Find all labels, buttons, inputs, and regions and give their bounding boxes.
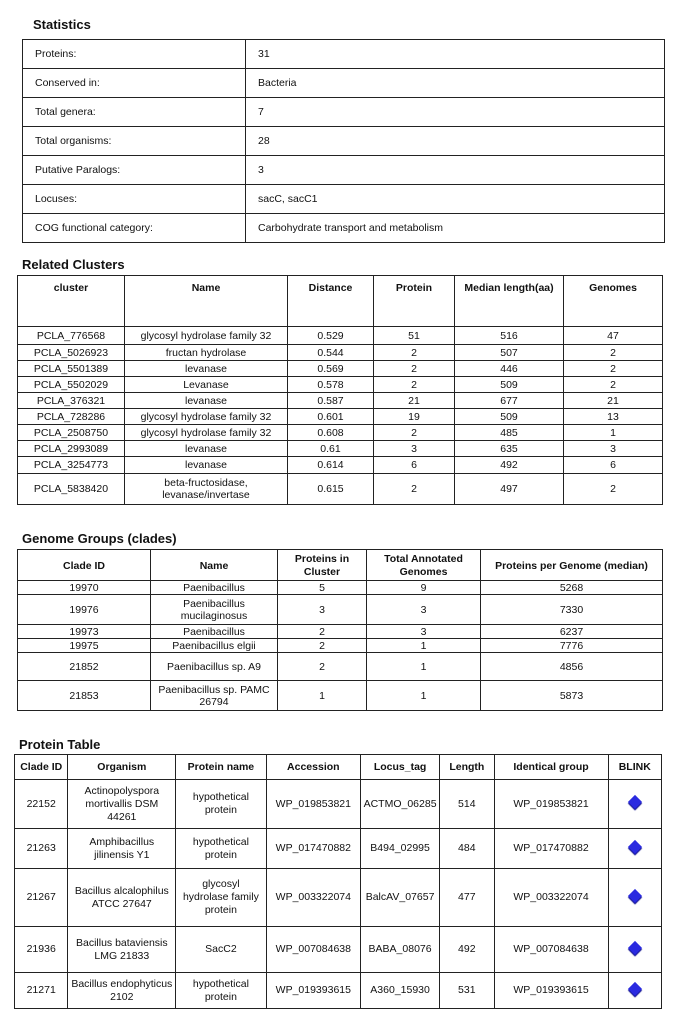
cluster-cell: levanase (125, 441, 288, 457)
cluster-cell: fructan hydrolase (125, 345, 288, 361)
column-header: Proteins per Genome (median) (481, 550, 663, 581)
column-header: Distance (288, 276, 374, 327)
cluster-cell: 2 (374, 425, 455, 441)
clade-cell: 2 (278, 653, 367, 681)
clade-cell: 2 (278, 625, 367, 639)
clade-cell: Paenibacillus (151, 581, 278, 595)
cluster-id-link[interactable]: PCLA_3254773 (18, 457, 125, 474)
protein-cell: B494_02995 (361, 829, 440, 869)
column-header: Identical group (494, 755, 608, 780)
protein-row (15, 869, 662, 927)
column-header: BLINK (608, 755, 661, 780)
stat-label: COG functional category: (23, 214, 246, 243)
stat-label: Total organisms: (23, 127, 246, 156)
cluster-cell: 3 (374, 441, 455, 457)
cluster-cell: 2 (564, 345, 663, 361)
protein-table (14, 754, 662, 1009)
cluster-row (18, 425, 663, 441)
cluster-cell: 0.544 (288, 345, 374, 361)
cluster-cell: 509 (455, 409, 564, 425)
cluster-cell: 2 (374, 377, 455, 393)
cluster-id-link[interactable]: PCLA_2993089 (18, 441, 125, 457)
blink-cell[interactable] (608, 829, 661, 869)
cluster-cell: glycosyl hydrolase family 32 (125, 409, 288, 425)
protein-cell: glycosyl hydrolase family protein (176, 869, 266, 927)
clade-cell: 5 (278, 581, 367, 595)
stat-row (23, 127, 665, 156)
cluster-cell: Levanase (125, 377, 288, 393)
cluster-id-link[interactable]: PCLA_5501389 (18, 361, 125, 377)
protein-row (15, 973, 662, 1009)
cluster-row (18, 409, 663, 425)
blue-diamond-icon[interactable] (628, 940, 642, 954)
cluster-cell: 0.608 (288, 425, 374, 441)
protein-link-cell[interactable]: WP_019393615 (494, 973, 608, 1009)
stat-row (23, 40, 665, 69)
cluster-cell: levanase (125, 457, 288, 474)
cluster-cell: 0.61 (288, 441, 374, 457)
column-header: Total Annotated Genomes (367, 550, 481, 581)
cluster-cell: 0.615 (288, 474, 374, 505)
clade-row (18, 581, 663, 595)
clade-cell: Paenibacillus (151, 625, 278, 639)
stat-row (23, 69, 665, 98)
cluster-id-link[interactable]: PCLA_5502029 (18, 377, 125, 393)
blue-diamond-icon[interactable] (628, 795, 642, 809)
cluster-cell: 47 (564, 327, 663, 345)
clade-row (18, 595, 663, 625)
cluster-id-link[interactable]: PCLA_376321 (18, 393, 125, 409)
protein-link-cell[interactable]: WP_003322074 (494, 869, 608, 927)
stat-row (23, 214, 665, 243)
cluster-row (18, 441, 663, 457)
cluster-cell: 0.569 (288, 361, 374, 377)
clade-row (18, 653, 663, 681)
protein-cell: hypothetical protein (176, 973, 266, 1009)
cluster-id-link[interactable]: PCLA_5838420 (18, 474, 125, 505)
cluster-cell: 2 (564, 377, 663, 393)
cluster-row (18, 474, 663, 505)
cluster-cell: 6 (374, 457, 455, 474)
clade-cell: 7330 (481, 595, 663, 625)
stat-label: Proteins: (23, 40, 246, 69)
column-header: Clade ID (18, 550, 151, 581)
protein-cell: 531 (440, 973, 494, 1009)
clade-row (18, 681, 663, 711)
protein-cell: BABA_08076 (361, 927, 440, 973)
cluster-cell: 13 (564, 409, 663, 425)
protein-link-cell[interactable]: 21267 (15, 869, 68, 927)
column-header: cluster (18, 276, 125, 327)
clade-cell: 5268 (481, 581, 663, 595)
clade-cell: 1 (367, 653, 481, 681)
column-header: Protein (374, 276, 455, 327)
cluster-cell: 2 (564, 361, 663, 377)
protein-row (15, 780, 662, 829)
clade-cell: 6237 (481, 625, 663, 639)
cluster-cell: 6 (564, 457, 663, 474)
cluster-cell: 446 (455, 361, 564, 377)
stat-value: 31 (246, 40, 665, 69)
cluster-id-link[interactable]: PCLA_776568 (18, 327, 125, 345)
clade-cell: 3 (367, 595, 481, 625)
stat-label: Putative Paralogs: (23, 156, 246, 185)
protein-cell: Bacillus bataviensis LMG 21833 (68, 927, 176, 973)
cluster-row (18, 393, 663, 409)
clade-cell: Paenibacillus sp. PAMC 26794 (151, 681, 278, 711)
stat-row (23, 156, 665, 185)
protein-cell: Actinopolyspora mortivallis DSM 44261 (68, 780, 176, 829)
cluster-cell: levanase (125, 393, 288, 409)
column-header: Name (151, 550, 278, 581)
blink-cell[interactable] (608, 927, 661, 973)
protein-cell: 514 (440, 780, 494, 829)
blue-diamond-icon[interactable] (628, 981, 642, 995)
blue-diamond-icon[interactable] (628, 839, 642, 853)
cluster-cell: glycosyl hydrolase family 32 (125, 425, 288, 441)
protein-link-cell[interactable]: 21936 (15, 927, 68, 973)
clade-cell: 4856 (481, 653, 663, 681)
protein-cell: 484 (440, 829, 494, 869)
protein-cell: SacC2 (176, 927, 266, 973)
clade-row (18, 625, 663, 639)
cluster-cell: 2 (374, 474, 455, 505)
protein-cell: 492 (440, 927, 494, 973)
column-header: Name (125, 276, 288, 327)
cluster-cell: 21 (374, 393, 455, 409)
protein-link-cell[interactable]: WP_017470882 (494, 829, 608, 869)
stat-value: Carbohydrate transport and metabolism (246, 214, 665, 243)
column-header: Clade ID (15, 755, 68, 780)
genome-groups-title: Genome Groups (clades) (22, 531, 177, 546)
protein-link-cell[interactable]: WP_017470882 (266, 829, 360, 869)
protein-table-title: Protein Table (19, 737, 101, 752)
cluster-cell: 635 (455, 441, 564, 457)
cluster-cell: 2 (564, 474, 663, 505)
protein-link-cell[interactable]: WP_019393615 (266, 973, 360, 1009)
protein-link-cell[interactable]: 21271 (15, 973, 68, 1009)
cluster-cell: 19 (374, 409, 455, 425)
protein-cell: Bacillus alcalophilus ATCC 27647 (68, 869, 176, 927)
cluster-id-link[interactable]: PCLA_2508750 (18, 425, 125, 441)
blink-cell[interactable] (608, 780, 661, 829)
protein-cell: Bacillus endophyticus 2102 (68, 973, 176, 1009)
cluster-row (18, 457, 663, 474)
cluster-cell: 492 (455, 457, 564, 474)
protein-cell: Amphibacillus jilinensis Y1 (68, 829, 176, 869)
stat-label: Total genera: (23, 98, 246, 127)
clade-cell: Paenibacillus mucilaginosus (151, 595, 278, 625)
statistics-title: Statistics (33, 17, 91, 32)
cluster-row (18, 327, 663, 345)
clade-cell: Paenibacillus elgii (151, 639, 278, 653)
column-header: Genomes (564, 276, 663, 327)
clade-id-link[interactable]: 19976 (18, 595, 151, 625)
protein-link-cell[interactable]: 21263 (15, 829, 68, 869)
stat-value: Bacteria (246, 69, 665, 98)
stat-value: sacC, sacC1 (246, 185, 665, 214)
cluster-cell: 0.601 (288, 409, 374, 425)
clade-cell: 7776 (481, 639, 663, 653)
protein-link-cell[interactable]: 22152 (15, 780, 68, 829)
clade-id-link[interactable]: 21853 (18, 681, 151, 711)
cluster-cell: 0.529 (288, 327, 374, 345)
cluster-cell: beta-fructosidase, levanase/invertase (125, 474, 288, 505)
cluster-cell: 2 (374, 361, 455, 377)
stat-label: Locuses: (23, 185, 246, 214)
clade-id-link[interactable]: 19973 (18, 625, 151, 639)
cluster-cell: 509 (455, 377, 564, 393)
protein-link-cell[interactable]: WP_019853821 (266, 780, 360, 829)
clade-cell: 5873 (481, 681, 663, 711)
clade-id-link[interactable]: 19975 (18, 639, 151, 653)
related-clusters-title: Related Clusters (22, 257, 125, 272)
protein-row (15, 927, 662, 973)
genome-groups-table (17, 549, 663, 711)
statistics-table (22, 39, 665, 243)
blink-cell[interactable] (608, 973, 661, 1009)
column-header: Accession (266, 755, 360, 780)
cluster-cell: 21 (564, 393, 663, 409)
stat-label: Conserved in: (23, 69, 246, 98)
cluster-cell: 507 (455, 345, 564, 361)
protein-cell: 477 (440, 869, 494, 927)
clade-cell: 2 (278, 639, 367, 653)
clade-row (18, 639, 663, 653)
clade-cell: 1 (367, 681, 481, 711)
protein-cell: A360_15930 (361, 973, 440, 1009)
stat-row (23, 98, 665, 127)
protein-cell: hypothetical protein (176, 829, 266, 869)
clade-cell: 1 (278, 681, 367, 711)
stat-value: 7 (246, 98, 665, 127)
blink-cell[interactable] (608, 869, 661, 927)
cluster-cell: 0.578 (288, 377, 374, 393)
clade-cell: Paenibacillus sp. A9 (151, 653, 278, 681)
cluster-cell: 51 (374, 327, 455, 345)
clade-id-link[interactable]: 19970 (18, 581, 151, 595)
stat-value: 28 (246, 127, 665, 156)
protein-cell: ACTMO_06285 (361, 780, 440, 829)
protein-cell: BalcAV_07657 (361, 869, 440, 927)
related-clusters-table (17, 275, 663, 505)
cluster-row (18, 345, 663, 361)
protein-cell: hypothetical protein (176, 780, 266, 829)
cluster-cell: levanase (125, 361, 288, 377)
cluster-id-link[interactable]: PCLA_728286 (18, 409, 125, 425)
cluster-cell: glycosyl hydrolase family 32 (125, 327, 288, 345)
cluster-cell: 485 (455, 425, 564, 441)
cluster-cell: 1 (564, 425, 663, 441)
cluster-row (18, 361, 663, 377)
protein-link-cell[interactable]: WP_007084638 (494, 927, 608, 973)
clade-cell: 1 (367, 639, 481, 653)
protein-link-cell[interactable]: WP_019853821 (494, 780, 608, 829)
cluster-cell: 497 (455, 474, 564, 505)
protein-link-cell[interactable]: WP_003322074 (266, 869, 360, 927)
column-header: Protein name (176, 755, 266, 780)
cluster-cell: 3 (564, 441, 663, 457)
clade-cell: 9 (367, 581, 481, 595)
clade-cell: 3 (278, 595, 367, 625)
column-header: Locus_tag (361, 755, 440, 780)
cluster-cell: 516 (455, 327, 564, 345)
cluster-row (18, 377, 663, 393)
cluster-cell: 2 (374, 345, 455, 361)
cluster-cell: 677 (455, 393, 564, 409)
stat-row (23, 185, 665, 214)
cluster-id-link[interactable]: PCLA_5026923 (18, 345, 125, 361)
clade-cell: 3 (367, 625, 481, 639)
protein-row (15, 829, 662, 869)
column-header: Organism (68, 755, 176, 780)
column-header: Length (440, 755, 494, 780)
column-header: Median length(aa) (455, 276, 564, 327)
stat-value: 3 (246, 156, 665, 185)
cluster-cell: 0.587 (288, 393, 374, 409)
column-header: Proteins in Cluster (278, 550, 367, 581)
blue-diamond-icon[interactable] (628, 888, 642, 902)
clade-id-link[interactable]: 21852 (18, 653, 151, 681)
protein-link-cell[interactable]: WP_007084638 (266, 927, 360, 973)
cluster-cell: 0.614 (288, 457, 374, 474)
